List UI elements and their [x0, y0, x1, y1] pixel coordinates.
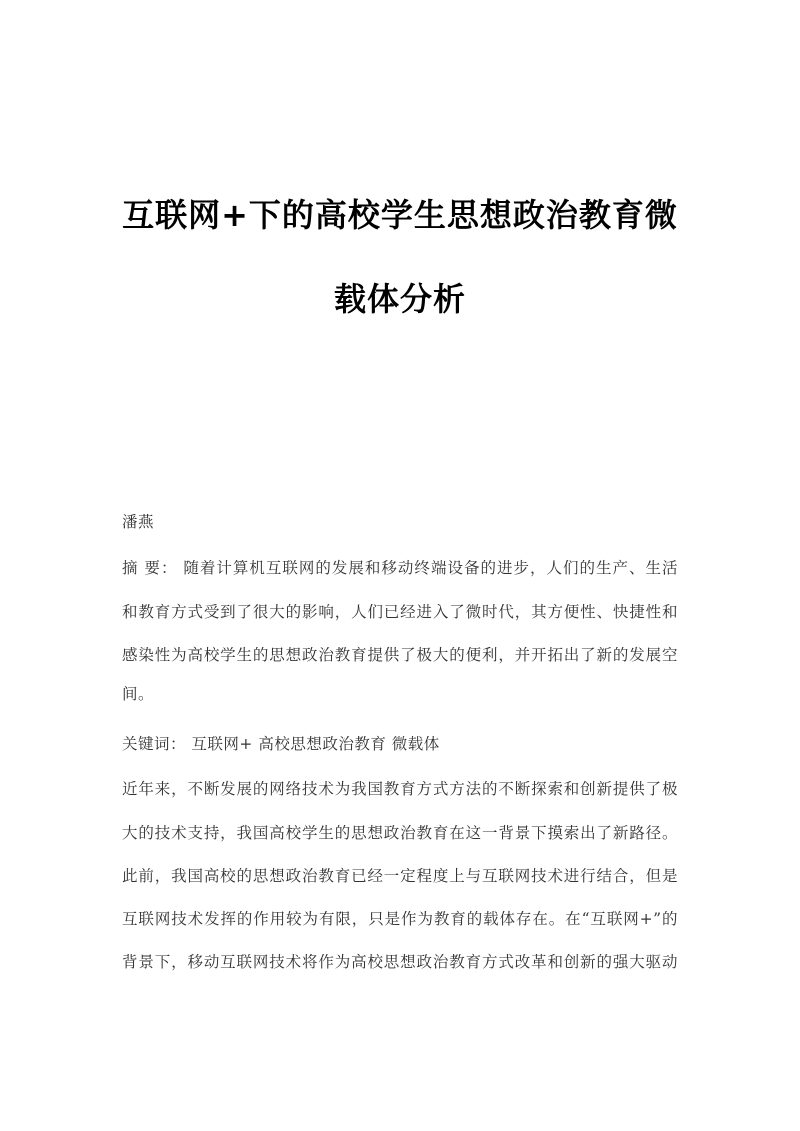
- abstract-line-4: 间。: [122, 685, 155, 703]
- abstract-line-2: 和教育方式受到了很大的影响，人们已经进入了微时代，其方便性、快捷性和: [122, 603, 678, 621]
- document-title-line-1: 互联网+下的高校学生思想政治教育微: [122, 196, 678, 234]
- document-title-line-2: 载体分析: [333, 280, 466, 318]
- keywords-line: 关键词： 互联网+ 高校思想政治教育 微载体: [122, 735, 440, 753]
- abstract-line-1: 摘 要： 随着计算机互联网的发展和移动终端设备的进步，人们的生产、生活: [122, 559, 678, 577]
- body-line-5: 背景下，移动互联网技术将作为高校思想政治教育方式改革和创新的强大驱动: [122, 953, 678, 971]
- abstract-line-3: 感染性为高校学生的思想政治教育提供了极大的便利，并开拓出了新的发展空: [122, 646, 678, 664]
- body-line-3: 此前，我国高校的思想政治教育已经一定程度上与互联网技术进行结合，但是: [122, 867, 678, 885]
- body-line-2: 大的技术支持，我国高校学生的思想政治教育在这一背景下摸索出了新路径。: [122, 824, 678, 842]
- body-line-1: 近年来，不断发展的网络技术为我国教育方式方法的不断探索和创新提供了极: [122, 780, 678, 798]
- author-name: 潘燕: [122, 513, 155, 531]
- body-line-4: 互联网技术发挥的作用较为有限，只是作为教育的载体存在。在“互联网+”的: [122, 910, 678, 928]
